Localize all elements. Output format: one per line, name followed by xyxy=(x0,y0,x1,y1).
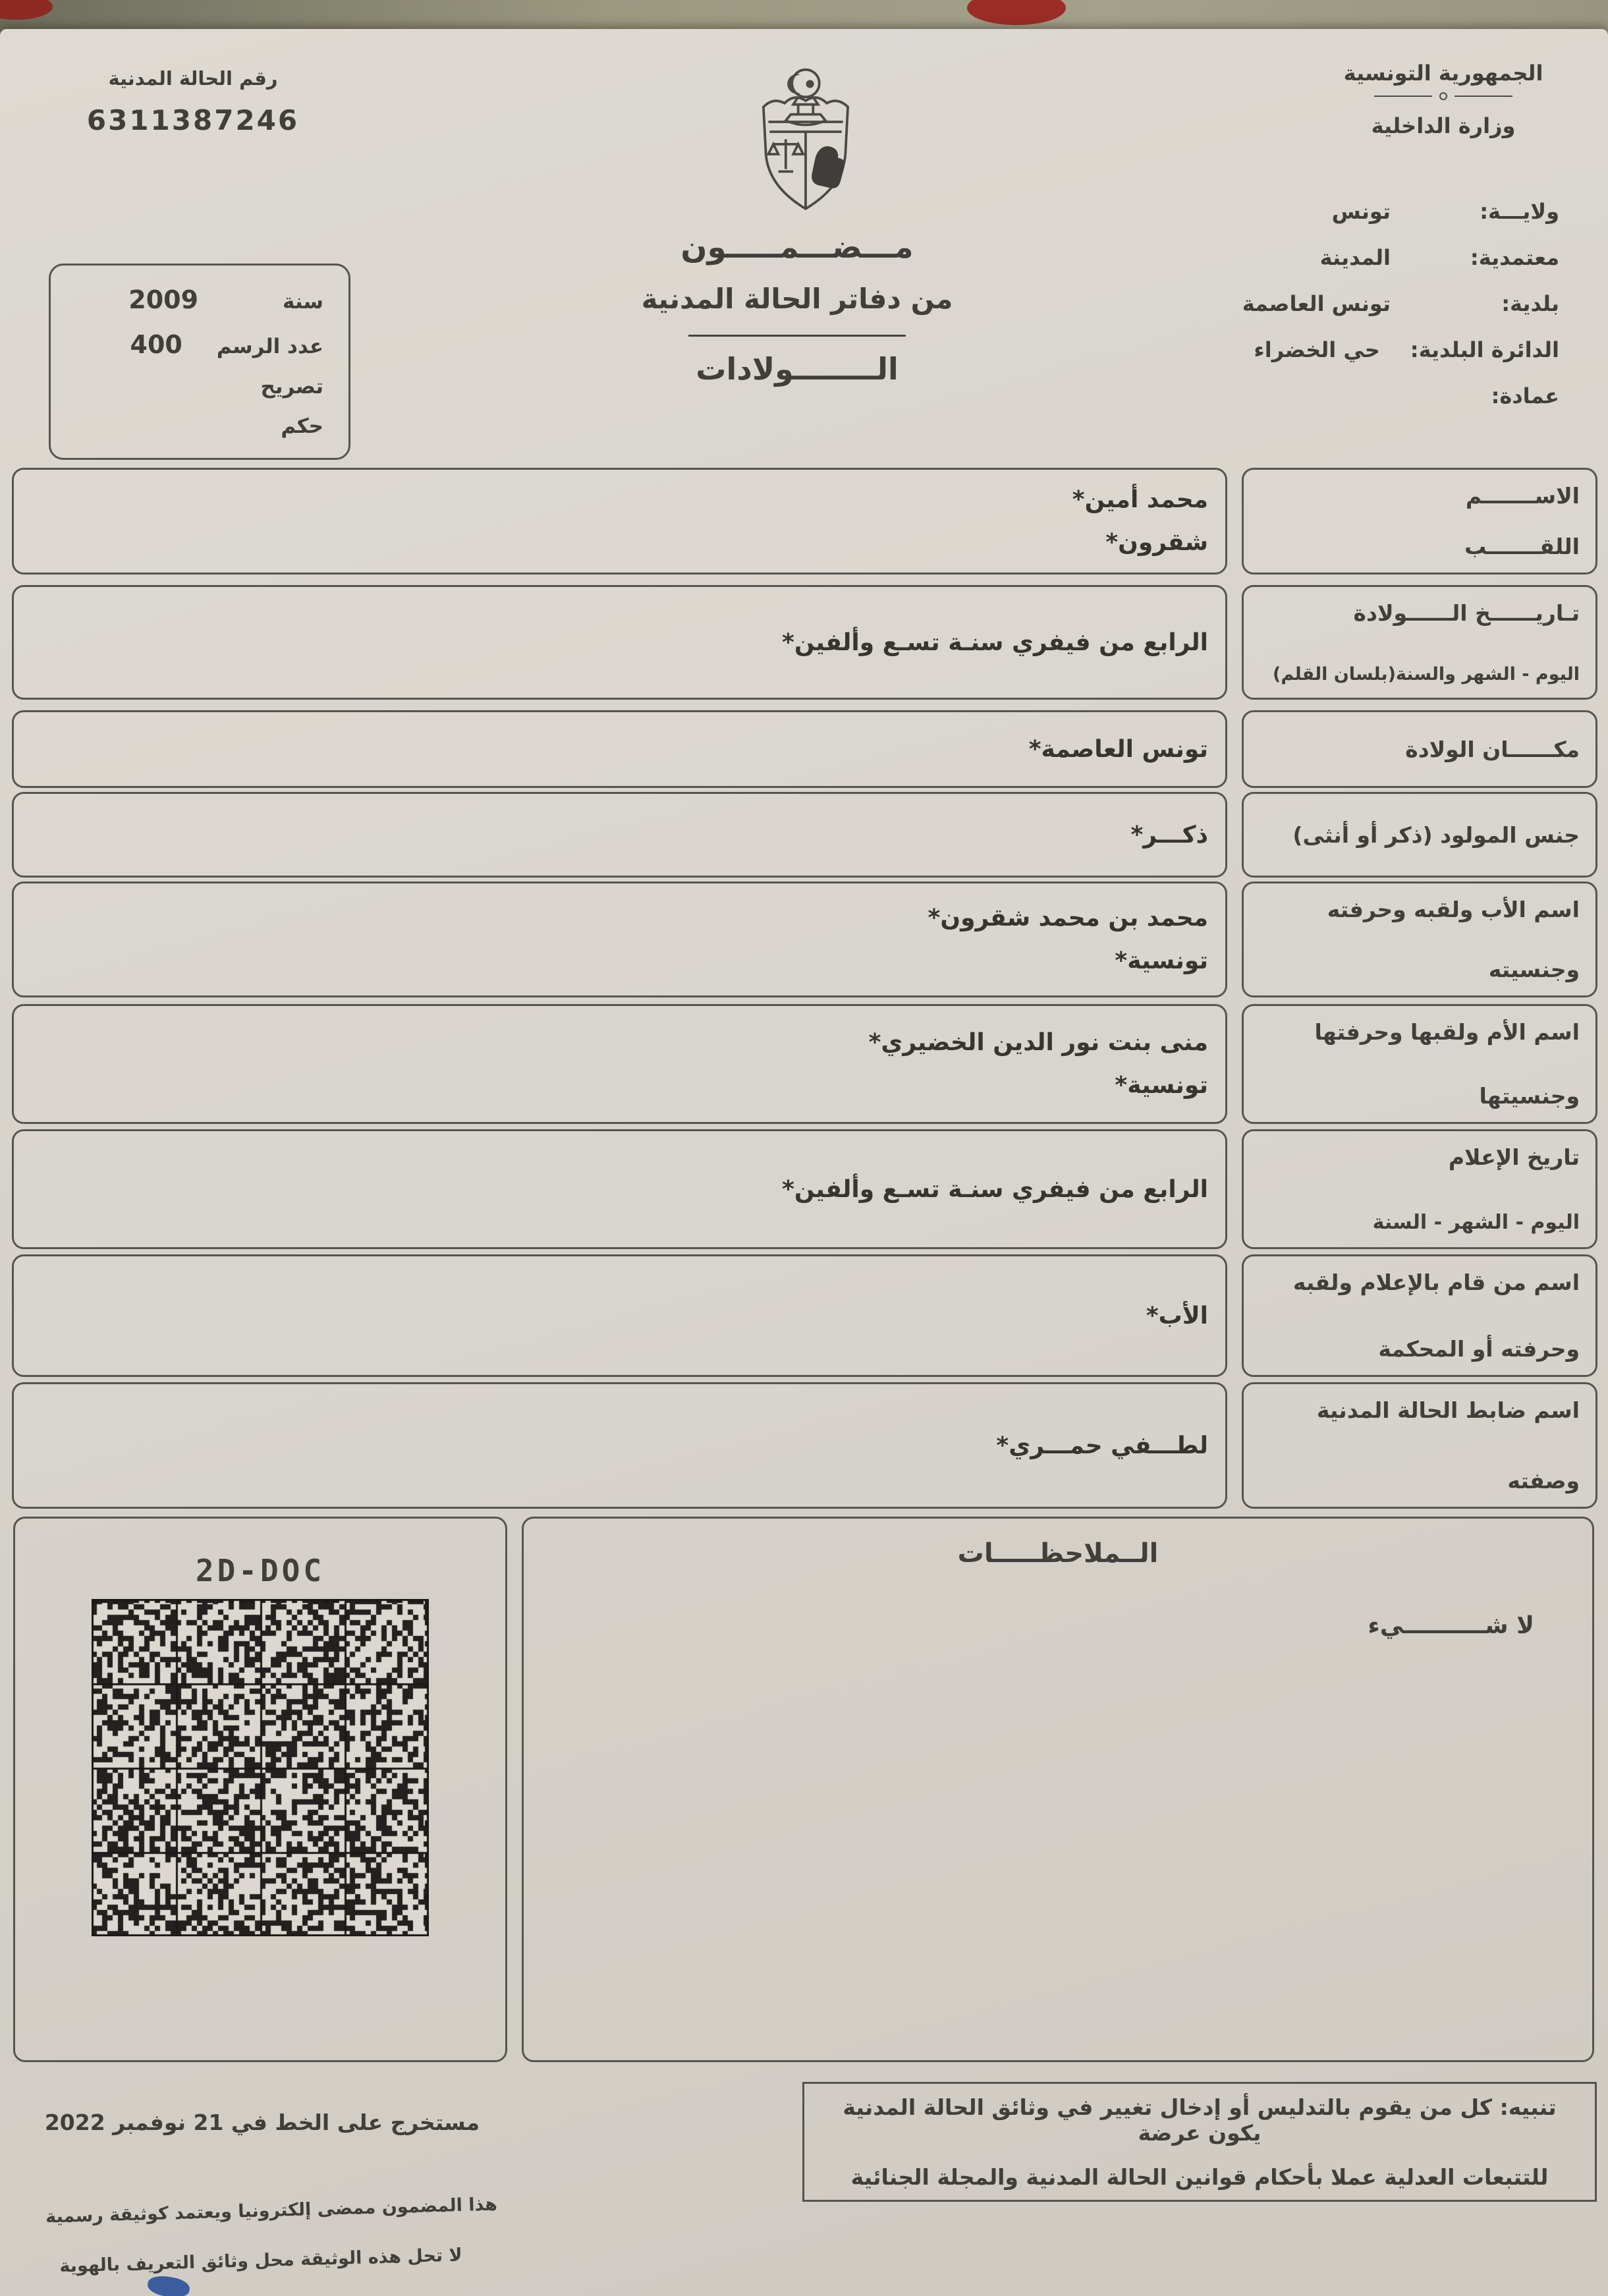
table-row-name xyxy=(12,468,1597,574)
table-row-birthdate xyxy=(12,585,1597,700)
judgment-label: حكم xyxy=(281,414,323,438)
act-number-value: 400 xyxy=(130,330,182,359)
row-value: محمد أمين* xyxy=(1072,486,1208,513)
row-value-cell xyxy=(12,468,1227,574)
row-label: اسم ضابط الحالة المدنية xyxy=(1316,1397,1580,1423)
row-value-cell xyxy=(12,882,1227,997)
row-value: الرابع من فيفري سنـة تسـع وألفين* xyxy=(782,1175,1208,1203)
legal-warning-box xyxy=(802,2082,1597,2202)
2d-doc-barcode xyxy=(92,1599,429,1936)
ministry-title: وزارة الداخلية xyxy=(1371,113,1516,138)
baladiya-label: بلدية: xyxy=(1501,291,1559,316)
daira-label: الدائرة البلدية: xyxy=(1410,337,1559,362)
row-label: تاريخ الإعلام xyxy=(1448,1144,1580,1170)
table-row-birthplace xyxy=(12,710,1597,788)
row-value-cell xyxy=(12,1382,1227,1509)
mutamadiya-label: معتمدية: xyxy=(1470,245,1559,270)
identity-document-note: لا تحل هذه الوثيقة محل وثائق التعريف بالهوية xyxy=(59,2245,463,2277)
row-value-cell xyxy=(12,1254,1227,1377)
field-act-number xyxy=(76,330,323,359)
imada-label: عمادة: xyxy=(1491,383,1559,408)
table-row-gender xyxy=(12,792,1597,878)
row-value-cell xyxy=(12,585,1227,700)
background-red-object xyxy=(967,0,1066,25)
row-value: منى بنت نور الدين الخضيري* xyxy=(868,1029,1208,1056)
field-wilaya xyxy=(1151,199,1559,224)
row-label-2: وجنسيته xyxy=(1488,957,1580,982)
row-value-2: تونسية* xyxy=(1115,947,1208,974)
title-registers: من دفاتر الحالة المدنية xyxy=(641,283,953,315)
row-label: جنس المولود (ذكر أو أنثى) xyxy=(1292,822,1580,848)
title-births: الــــــــولادات xyxy=(696,351,899,387)
row-value: محمد بن محمد شقرون* xyxy=(928,905,1208,932)
row-label-cell xyxy=(1242,1254,1597,1377)
notes-heading: الــملاحظـــــات xyxy=(957,1538,1159,1569)
title-madhmoun: مـــضـــمـــــون xyxy=(680,229,914,266)
mutamadiya-value: المدينة xyxy=(1319,245,1391,270)
barcode-box xyxy=(13,1517,507,2062)
row-value-cell xyxy=(12,792,1227,878)
row-label-2: اللقـــــــب xyxy=(1464,534,1580,559)
barcode-label: 2D-DOC xyxy=(195,1553,325,1588)
row-value: الرابع من فيفري سنـة تسـع وألفين* xyxy=(782,629,1208,656)
row-label-cell xyxy=(1242,1004,1597,1124)
field-judgment xyxy=(76,414,323,438)
extraction-date-line: مستخرج على الخط في 21 نوفمبر 2022 xyxy=(44,2110,480,2135)
warning-line-1: تنبيه: كل من يقوم بالتدليس أو إدخال تغيير في وثائق الحالة المدنية يكون عرضة xyxy=(843,2094,1557,2146)
row-label-cell xyxy=(1242,468,1597,574)
row-label-cell xyxy=(1242,882,1597,997)
table-row-father xyxy=(12,882,1597,997)
document-page xyxy=(0,29,1608,2296)
wilaya-label: ولايـــة: xyxy=(1480,199,1559,224)
row-label: اسم من قام بالإعلام ولقبه xyxy=(1292,1270,1580,1295)
row-label: تـاريــــــخ الــــــولادة xyxy=(1353,600,1580,626)
warning-line-2: للتتبعات العدلية عملا بأحكام قوانين الحالة المدنية والمجلة الجنائية xyxy=(850,2164,1549,2190)
row-label-cell xyxy=(1242,585,1597,700)
row-value-2: تونسية* xyxy=(1115,1072,1208,1099)
field-year xyxy=(76,285,323,314)
row-value: تونس العاصمة* xyxy=(1028,735,1208,763)
row-value: الأب* xyxy=(1146,1302,1208,1330)
row-value-cell xyxy=(12,1129,1227,1249)
title-divider xyxy=(688,335,906,337)
row-label-cell xyxy=(1242,1129,1597,1249)
daira-value: حي الخضراء xyxy=(1254,337,1380,362)
wilaya-value: تونس xyxy=(1331,199,1391,224)
field-mutamadiya xyxy=(1151,245,1559,270)
year-value: 2009 xyxy=(128,285,199,314)
notes-box xyxy=(522,1517,1594,2062)
field-declaration xyxy=(76,375,323,399)
civil-number-value: 6311387246 xyxy=(86,104,300,136)
background-red-object-corner xyxy=(0,0,53,20)
ornament-divider-icon xyxy=(1373,91,1514,101)
document-title-block xyxy=(586,229,1008,387)
admin-location-fields xyxy=(1151,199,1559,430)
row-label: مكــــــان الولادة xyxy=(1405,736,1580,762)
notes-content: لا شــــــــــيء xyxy=(1368,1612,1534,1639)
row-value: ذكـــر* xyxy=(1130,821,1208,849)
field-baladiya xyxy=(1151,291,1559,316)
row-label-2: اليوم - الشهر - السنة xyxy=(1372,1211,1580,1234)
row-label-cell xyxy=(1242,792,1597,878)
declaration-label: تصريح xyxy=(260,375,323,399)
civil-number-label: رقم الحالة المدنية xyxy=(108,67,278,90)
row-label-2: اليوم - الشهر والسنة(بلسان القلم) xyxy=(1273,664,1580,685)
header-authority xyxy=(1325,61,1562,138)
row-label: اسم الأم ولقبها وحرفتها xyxy=(1314,1019,1580,1045)
table-row-notification-date xyxy=(12,1129,1597,1249)
row-value-2: شقرون* xyxy=(1105,529,1208,556)
field-imada xyxy=(1151,383,1559,408)
row-value-cell xyxy=(12,710,1227,788)
table-row-officer xyxy=(12,1382,1597,1509)
row-label-2: وجنسيتها xyxy=(1479,1083,1580,1109)
row-label-2: وصفته xyxy=(1507,1468,1580,1494)
civil-number-block xyxy=(84,67,302,136)
baladiya-value: تونس العاصمة xyxy=(1242,291,1391,316)
row-label: الاســـــــم xyxy=(1465,483,1580,509)
year-label: سنة xyxy=(283,290,323,314)
table-row-mother xyxy=(12,1004,1597,1124)
row-value: لطـــفي حمـــري* xyxy=(996,1432,1208,1459)
tunisia-coat-of-arms-icon xyxy=(743,67,868,219)
row-label-2: وحرفته أو المحكمة xyxy=(1378,1336,1580,1362)
row-label: اسم الأب ولقبه وحرفته xyxy=(1327,897,1580,922)
field-daira xyxy=(1151,337,1559,362)
row-label-cell xyxy=(1242,1382,1597,1509)
electronic-signature-note: هذا المضمون ممضى إلكترونيا ويعتمد كوثيقة رسمية xyxy=(45,2194,498,2227)
act-reference-box xyxy=(49,264,350,460)
row-label-cell xyxy=(1242,710,1597,788)
act-number-label: عدد الرسم xyxy=(216,335,323,358)
republic-title: الجمهورية التونسية xyxy=(1343,61,1543,86)
table-row-declarant xyxy=(12,1254,1597,1377)
row-value-cell xyxy=(12,1004,1227,1124)
